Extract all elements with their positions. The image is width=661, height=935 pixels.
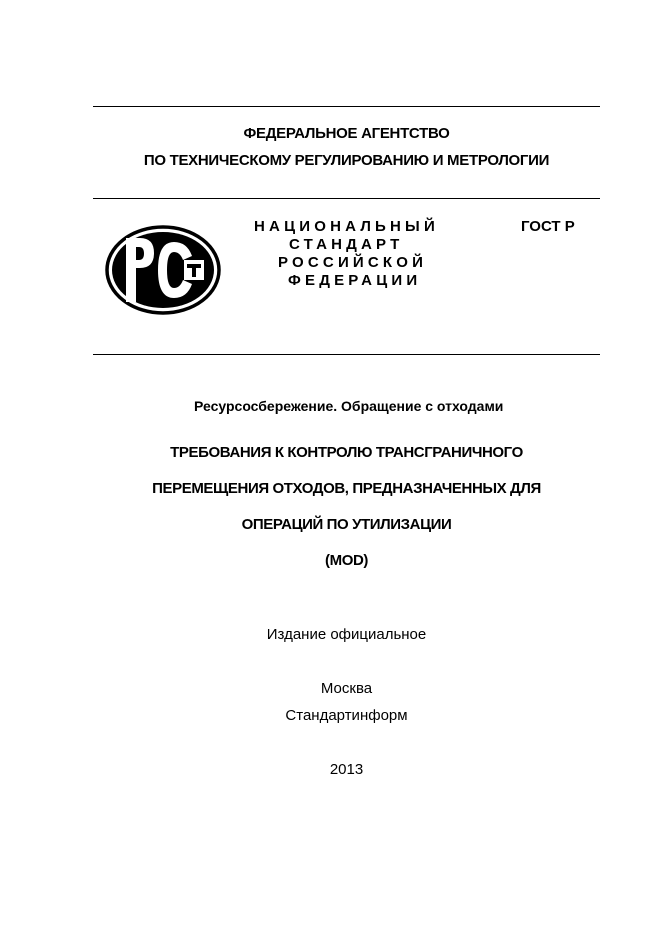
document-title-line-3: ОПЕРАЦИЙ ПО УТИЛИЗАЦИИ	[241, 516, 452, 533]
standard-line-4: ФЕДЕРАЦИИ	[288, 272, 422, 289]
standard-line-3: РОССИЙСКОЙ	[278, 254, 428, 271]
header-rule	[93, 198, 600, 199]
document-title-line-4: (MOD)	[325, 552, 368, 569]
document-subtitle: Ресурсосбережение. Обращение с отходами	[194, 398, 504, 414]
standard-line-2: СТАНДАРТ	[289, 236, 404, 253]
publication-year: 2013	[329, 761, 364, 778]
document-title-line-2: ПЕРЕМЕЩЕНИЯ ОТХОДОВ, ПРЕДНАЗНАЧЕННЫХ ДЛЯ	[152, 480, 541, 497]
document-title-line-1: ТРЕБОВАНИЯ К КОНТРОЛЮ ТРАНСГРАНИЧНОГО	[170, 444, 523, 461]
rst-logo-icon	[104, 224, 222, 316]
standard-code: ГОСТ Р	[521, 218, 575, 235]
edition-label: Издание официальное	[266, 626, 427, 643]
publication-city: Москва	[320, 680, 373, 697]
top-rule	[93, 106, 600, 107]
agency-line-2: ПО ТЕХНИЧЕСКОМУ РЕГУЛИРОВАНИЮ И МЕТРОЛОГИИ	[143, 152, 550, 169]
standard-line-1: НАЦИОНАЛЬНЫЙ	[254, 218, 439, 235]
agency-line-1: ФЕДЕРАЛЬНОЕ АГЕНТСТВО	[243, 125, 450, 142]
standard-rule	[93, 354, 600, 355]
publisher-name: Стандартинформ	[285, 707, 408, 724]
